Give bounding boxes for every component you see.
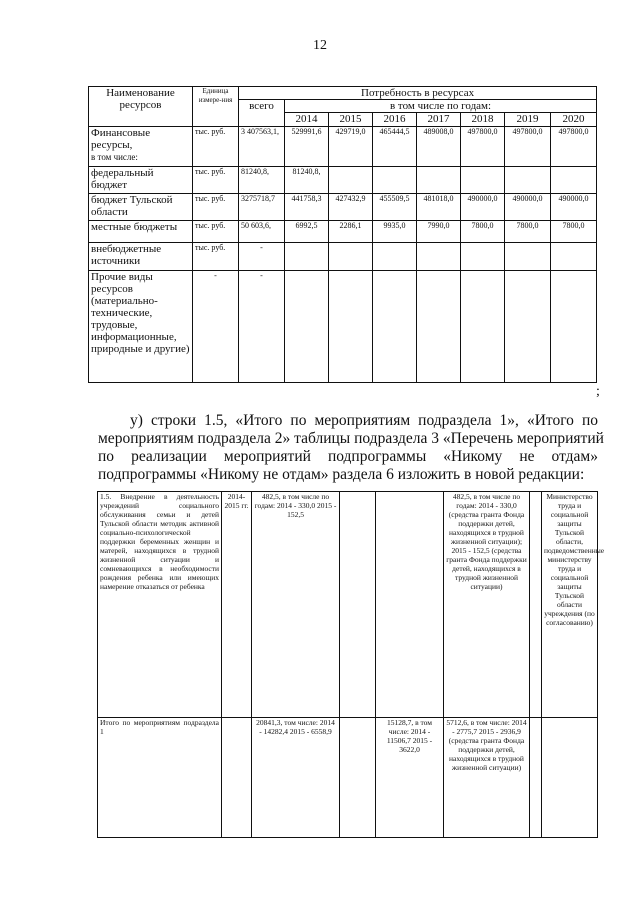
table-row bbox=[89, 243, 597, 271]
row-unit: тыс. руб. bbox=[193, 221, 239, 243]
activity-period bbox=[222, 718, 252, 838]
activity-cell bbox=[376, 492, 444, 718]
row-name: бюджет Тульской области bbox=[89, 194, 193, 221]
activity-executor: Министерство труда и социальной защиты Тульской области, подведомственные министерству труда и социальной защиты Тульской области учреждения (по согласованию) bbox=[542, 492, 598, 718]
row-total: 50 603,6, bbox=[239, 221, 285, 243]
table-row bbox=[89, 167, 597, 194]
table-row bbox=[98, 718, 598, 838]
row-value bbox=[505, 271, 551, 383]
row-value: 7990,0 bbox=[417, 221, 461, 243]
activity-cell bbox=[340, 492, 376, 718]
table-row bbox=[89, 127, 597, 167]
paragraph-line: у) строки 1.5, «Итого по мероприятиям подраздела 1», «Итого по bbox=[130, 412, 598, 429]
row-value: 529991,6 bbox=[285, 127, 329, 167]
row-name: Прочие виды ресурсов (материально-технические, трудовые, информационные, природные и другие) bbox=[89, 271, 193, 383]
row-value bbox=[329, 243, 373, 271]
header-year: 2014 bbox=[285, 113, 329, 127]
row-unit: тыс. руб. bbox=[193, 127, 239, 167]
table-row bbox=[89, 221, 597, 243]
activities-table bbox=[97, 491, 605, 838]
row-value bbox=[285, 271, 329, 383]
header-year: 2018 bbox=[461, 113, 505, 127]
row-unit: тыс. руб. bbox=[193, 167, 239, 194]
header-total: всего bbox=[239, 100, 285, 127]
activity-total: 20841,3, том числе: 2014 - 14282,4 2015 - 6558,9 bbox=[252, 718, 340, 838]
row-value: 6992,5 bbox=[285, 221, 329, 243]
row-value: 427432,9 bbox=[329, 194, 373, 221]
header-year: 2020 bbox=[551, 113, 597, 127]
header-unit: Единица измере-ния bbox=[193, 87, 239, 127]
table-row bbox=[89, 271, 597, 383]
row-value bbox=[373, 167, 417, 194]
activity-cell: 15128,7, в том числе: 2014 - 11506,7 2015 - 3622,0 bbox=[376, 718, 444, 838]
row-value: 7800,0 bbox=[551, 221, 597, 243]
paragraph-line: подпрограммы «Никому не отдам» раздела 6 изложить в новой редакции: bbox=[98, 466, 585, 483]
row-value bbox=[329, 167, 373, 194]
row-value: 490000,0 bbox=[551, 194, 597, 221]
row-value bbox=[551, 167, 597, 194]
row-value bbox=[329, 271, 373, 383]
header-year: 2016 bbox=[373, 113, 417, 127]
header-resource-name: Наименование ресурсов bbox=[89, 87, 193, 127]
row-value bbox=[461, 167, 505, 194]
row-value: 489008,0 bbox=[417, 127, 461, 167]
row-value bbox=[417, 243, 461, 271]
resource-needs-table bbox=[88, 86, 597, 383]
row-value bbox=[373, 271, 417, 383]
activity-period: 2014-2015 гг. bbox=[222, 492, 252, 718]
header-need: Потребность в ресурсах bbox=[239, 87, 597, 100]
table-row bbox=[98, 492, 598, 718]
row-value bbox=[417, 271, 461, 383]
row-total: - bbox=[239, 243, 285, 271]
row-value bbox=[505, 167, 551, 194]
row-total: - bbox=[239, 271, 285, 383]
row-value: 9935,0 bbox=[373, 221, 417, 243]
row-value: 490000,0 bbox=[505, 194, 551, 221]
activity-total: 482,5, в том числе по годам: 2014 - 330,0 2015 - 152,5 bbox=[252, 492, 340, 718]
activity-cell bbox=[530, 492, 542, 718]
row-name: внебюджетные источники bbox=[89, 243, 193, 271]
table-row bbox=[89, 194, 597, 221]
row-value bbox=[285, 243, 329, 271]
activity-executor bbox=[542, 718, 598, 838]
row-total: 3 407563,1, bbox=[239, 127, 285, 167]
row-value bbox=[505, 243, 551, 271]
row-name: местные бюджеты bbox=[89, 221, 193, 243]
row-value: 465444,5 bbox=[373, 127, 417, 167]
activity-name: Итого по мероприятиям подраздела 1 bbox=[98, 718, 222, 838]
header-year: 2015 bbox=[329, 113, 373, 127]
activity-cell: 482,5, в том числе по годам: 2014 - 330,0 (средства гранта Фонда поддержки детей, находящихся в трудной жизненной ситуации); 2015 - 152,5 (средства гранта Фонда поддержки детей, находящихся в трудной жизненной ситуации) bbox=[444, 492, 530, 718]
row-value: 2286,1 bbox=[329, 221, 373, 243]
row-value bbox=[461, 271, 505, 383]
paragraph-line: мероприятиям подраздела 2» таблицы подраздела 3 «Перечень мероприятий bbox=[98, 430, 604, 447]
header-year: 2017 bbox=[417, 113, 461, 127]
row-value: 497800,0 bbox=[551, 127, 597, 167]
activity-name: 1.5. Внедрение в деятельность учреждений социального обслуживания семьи и детей Тульской области методик активной социально-психологической поддержки беременных женщин и матерей, находящихся в трудной жизненной ситуации и сомневающихся в необходимости рождения ребенка или имеющих намерение отказаться от ребенка bbox=[98, 492, 222, 718]
row-unit: тыс. руб. bbox=[193, 194, 239, 221]
row-total: 3275718,7 bbox=[239, 194, 285, 221]
paragraph-line: по реализации мероприятий подпрограммы «Никому не отдам» bbox=[98, 448, 598, 465]
row-value: 7800,0 bbox=[461, 221, 505, 243]
row-value: 81240,8, bbox=[285, 167, 329, 194]
row-value: 441758,3 bbox=[285, 194, 329, 221]
row-name: Финансовые ресурсы, в том числе: bbox=[89, 127, 193, 167]
row-total: 81240,8, bbox=[239, 167, 285, 194]
row-unit: тыс. руб. bbox=[193, 243, 239, 271]
page-number: 12 bbox=[313, 38, 327, 53]
row-value bbox=[373, 243, 417, 271]
activity-cell bbox=[530, 718, 542, 838]
activity-cell: 5712,6, в том числе: 2014 - 2775,7 2015 - 2936,9 (средства гранта Фонда поддержки детей, находящихся в трудной жизненной ситуации) bbox=[444, 718, 530, 838]
trailing-semicolon: ; bbox=[596, 384, 600, 399]
row-value bbox=[551, 243, 597, 271]
row-value: 497800,0 bbox=[461, 127, 505, 167]
header-by-years: в том числе по годам: bbox=[285, 100, 597, 113]
row-value: 497800,0 bbox=[505, 127, 551, 167]
row-value bbox=[417, 167, 461, 194]
row-value: 429719,0 bbox=[329, 127, 373, 167]
row-value bbox=[551, 271, 597, 383]
row-name: федеральный бюджет bbox=[89, 167, 193, 194]
activity-cell bbox=[340, 718, 376, 838]
row-value: 455509,5 bbox=[373, 194, 417, 221]
row-value: 481018,0 bbox=[417, 194, 461, 221]
row-value: 7800,0 bbox=[505, 221, 551, 243]
amendment-paragraph bbox=[98, 412, 604, 484]
header-year: 2019 bbox=[505, 113, 551, 127]
row-value bbox=[461, 243, 505, 271]
row-unit: - bbox=[193, 271, 239, 383]
row-value: 490000,0 bbox=[461, 194, 505, 221]
